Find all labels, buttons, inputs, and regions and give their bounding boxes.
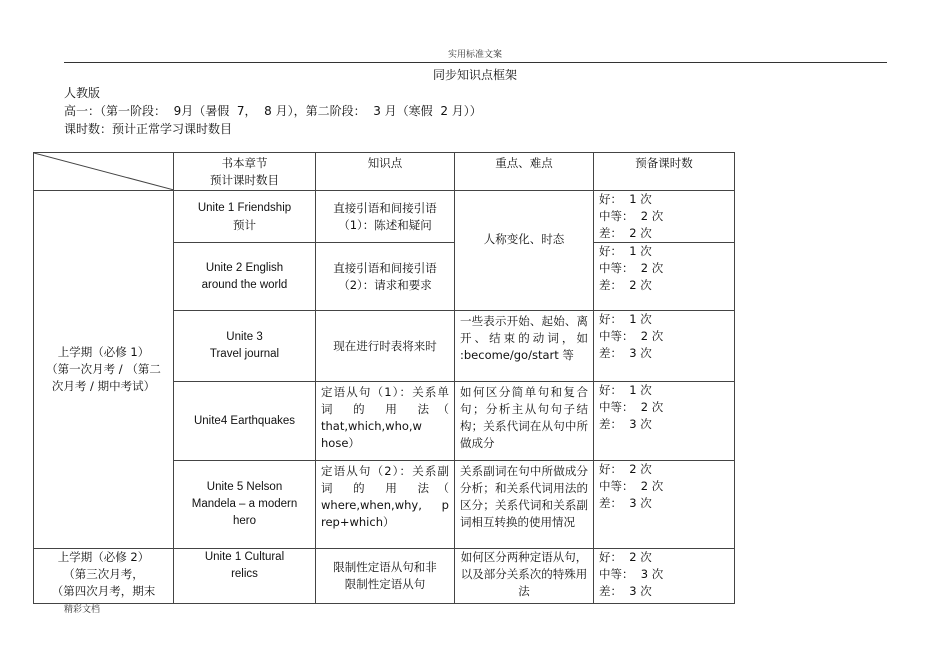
header-chapter-line2: 预计课时数目 (210, 173, 279, 187)
semester1-label (34, 191, 174, 549)
page-footer: 精彩文档 (64, 605, 101, 615)
unit-name: Unite 1 Friendship (197, 201, 292, 214)
table-header-row (34, 153, 735, 191)
hours-poor: 差： 3 次 (599, 496, 652, 510)
knowledge-line2: （1）：陈述和疑问 (338, 217, 432, 232)
header-keypoints: 重点、难点 (455, 153, 594, 191)
hours-poor: 差： 2 次 (599, 226, 652, 240)
keypoints-cell: 如何区分两种定语从句，以及部分关系次的特殊用法 (455, 549, 594, 604)
hours-medium: 中等： 2 次 (599, 400, 664, 414)
syllabus-table (33, 152, 735, 604)
hours-good: 好： 2 次 (599, 462, 652, 476)
hours-cell (594, 311, 735, 382)
unit-note: 预计 (233, 217, 256, 232)
hours-cell (594, 243, 735, 311)
diagonal-header-cell (34, 153, 174, 191)
knowledge-cell (316, 549, 455, 604)
hours-medium: 中等： 2 次 (599, 261, 664, 275)
hours-poor: 差： 2 次 (599, 278, 652, 292)
unit-cell (174, 549, 316, 604)
semester1-label-line1: 上学期（必修 1） (57, 345, 150, 359)
knowledge-cell: 定语从句（2）：关系副 词 的 用 法（ where,when,why, p rep+which） (316, 461, 455, 549)
knowledge-line2: 限制性定语从句 (344, 577, 426, 591)
hours-poor: 差： 3 次 (599, 417, 652, 431)
grade-line: 高一：（第一阶段： 9月（暑假 7， 8 月），第二阶段： 3 月（寒假 2 月）） (64, 104, 482, 118)
hours-medium: 中等： 2 次 (599, 209, 664, 223)
edition-line: 人教版 (64, 86, 101, 100)
keypoints-cell: 如何区分简单句和复合句；分析主从句句子结构；关系代词在从句中所做成分 (455, 382, 594, 461)
keypoints-cell: 关系副词在句中所做成分分析；和关系代词用法的区分；关系代词和关系副词相互转换的使用情况 (455, 461, 594, 549)
knowledge-cell (316, 243, 455, 311)
hours-good: 好： 1 次 (599, 244, 652, 258)
hours-medium: 中等： 3 次 (599, 567, 664, 581)
hours-medium: 中等： 2 次 (599, 479, 664, 493)
unit-cell (174, 243, 316, 311)
semester2-label-line1: 上学期（必修 2） (57, 550, 150, 564)
unit-name-line1: Unite 5 Nelson (206, 481, 283, 493)
unit-name-line1: Unite 3 (226, 331, 263, 343)
knowledge-cell: 现在进行时表将来时 (316, 311, 455, 382)
hours-medium: 中等： 2 次 (599, 329, 664, 343)
hours-poor: 差： 3 次 (599, 584, 652, 598)
header-rule (64, 62, 887, 63)
header-hours: 预备课时数 (594, 153, 735, 191)
unit-name-line2: relics (231, 568, 258, 580)
hours-good: 好： 1 次 (599, 312, 652, 326)
unit-name-line2: Travel journal (209, 348, 280, 360)
unit-cell (174, 311, 316, 382)
knowledge-cell (316, 191, 455, 243)
semester1-label-line2: （第一次月考 / （第二 (46, 362, 161, 376)
unit-cell: Unite4 Earthquakes (174, 382, 316, 461)
semester1-label-line3: 次月考 / 期中考试） (51, 379, 156, 393)
hours-cell (594, 382, 735, 461)
table-row (34, 191, 735, 243)
knowledge-line1: 限制性定语从句和非 (333, 560, 437, 574)
knowledge-cell: 定语从句（1）：关系单 词 的 用 法（ that,which,who,w hose） (316, 382, 455, 461)
hours-good: 好： 1 次 (599, 192, 652, 206)
unit-name-line1: Unite 1 Cultural (204, 551, 285, 563)
hours-line: 课时数：预计正常学习课时数目 (64, 122, 233, 136)
semester2-label-line3: （第四次月考，期末 (51, 584, 156, 598)
header-chapter (174, 153, 316, 191)
running-header: 实用标准文案 (447, 50, 502, 60)
hours-good: 好： 1 次 (599, 383, 652, 397)
unit-name-line2: Mandela – a modern (191, 498, 298, 510)
hours-poor: 差： 3 次 (599, 346, 652, 360)
diagonal-line (34, 153, 174, 190)
unit-name-line1: Unite 2 English (205, 261, 284, 274)
page-title: 同步知识点框架 (432, 68, 517, 82)
knowledge-line1: 直接引语和间接引语 (333, 260, 437, 275)
semester2-label-line2: （第三次月考， (63, 567, 144, 581)
hours-good: 好： 2 次 (599, 550, 652, 564)
hours-cell (594, 461, 735, 549)
semester2-label (34, 549, 174, 604)
unit-cell (174, 191, 316, 243)
keypoints-cell-shared: 人称变化、时态 (455, 191, 594, 311)
unit-name-line2: around the world (201, 278, 288, 291)
keypoints-cell: 一些表示开始、起始、离开、结束的动词，如 :become/go/start 等 (455, 311, 594, 382)
header-chapter-line1: 书本章节 (221, 156, 268, 170)
hours-cell (594, 191, 735, 243)
knowledge-line1: 直接引语和间接引语 (333, 200, 437, 215)
header-knowledge: 知识点 (316, 153, 455, 191)
hours-cell (594, 549, 735, 604)
unit-cell (174, 461, 316, 549)
unit-name-line3: hero (232, 515, 257, 527)
table-row (34, 549, 735, 604)
knowledge-line2: （2）：请求和要求 (338, 277, 432, 292)
